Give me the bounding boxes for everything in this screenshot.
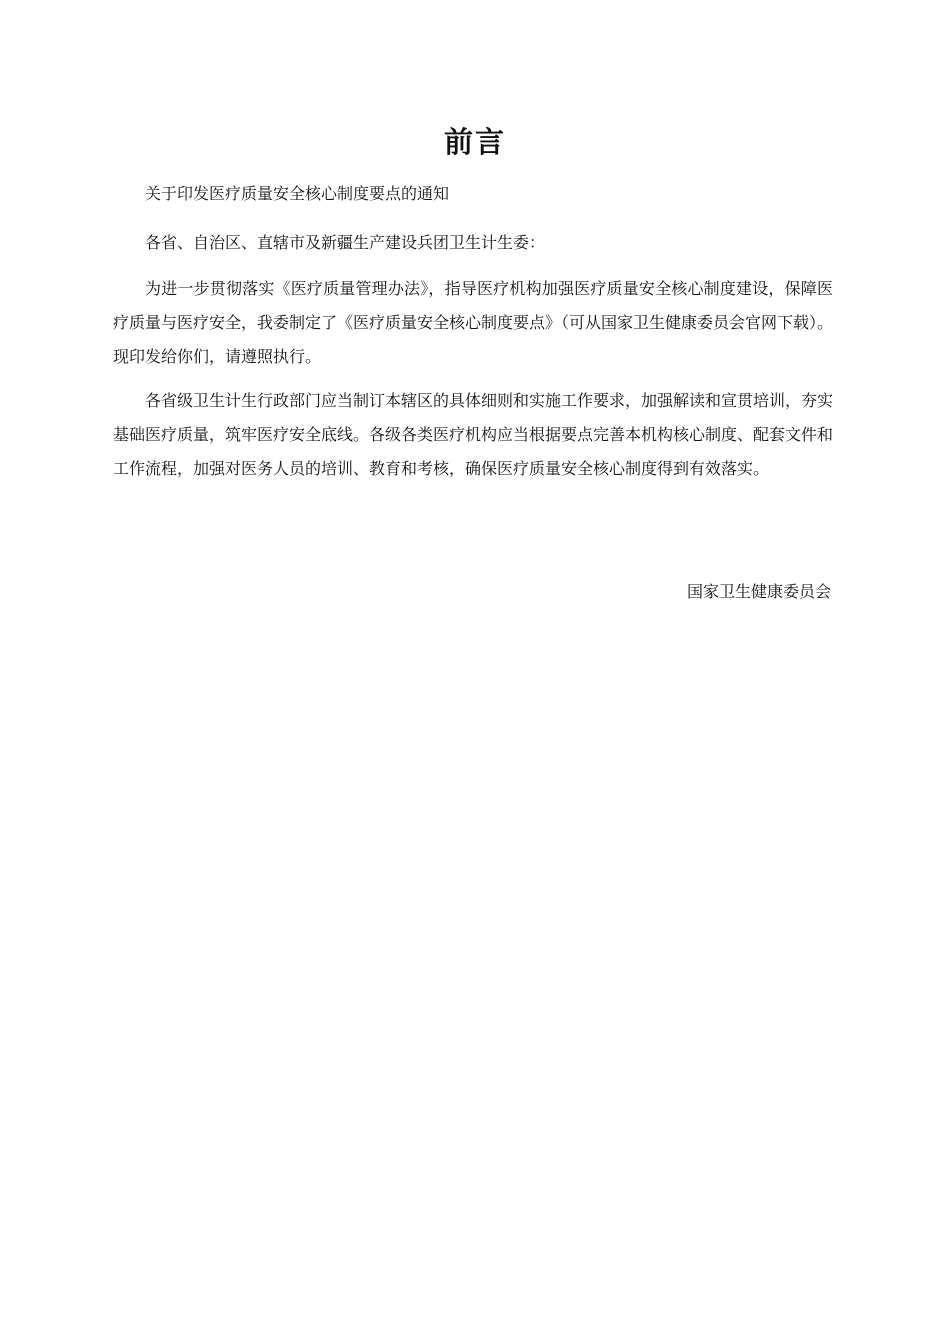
page-title: 前言 bbox=[443, 125, 506, 159]
body-paragraph: 各省级卫生计生行政部门应当制订本辖区的具体细则和实施工作要求，加强解读和宣贯培训，夯实基础医疗质量，筑牢医疗安全底线。各级各类医疗机构应当根据要点完善本机构核心制度、配套文件和工作流程，加强对医务人员的培训、教育和考核，确保医疗质量安全核心制度得到有效落实。 bbox=[113, 391, 834, 478]
body-paragraph: 为进一步贯彻落实《医疗质量管理办法》，指导医疗机构加强医疗质量安全核心制度建设，保障医疗质量与医疗安全，我委制定了《医疗质量安全核心制度要点》（可从国家卫生健康委员会官网下载）。现印发给你们，请遵照执行。 bbox=[113, 279, 834, 366]
signature: 国家卫生健康委员会 bbox=[686, 582, 831, 601]
notice-subject: 关于印发医疗质量安全核心制度要点的通知 bbox=[145, 184, 450, 203]
notice-addressee: 各省、自治区、直辖市及新疆生产建设兵团卫生计生委： bbox=[145, 233, 546, 252]
